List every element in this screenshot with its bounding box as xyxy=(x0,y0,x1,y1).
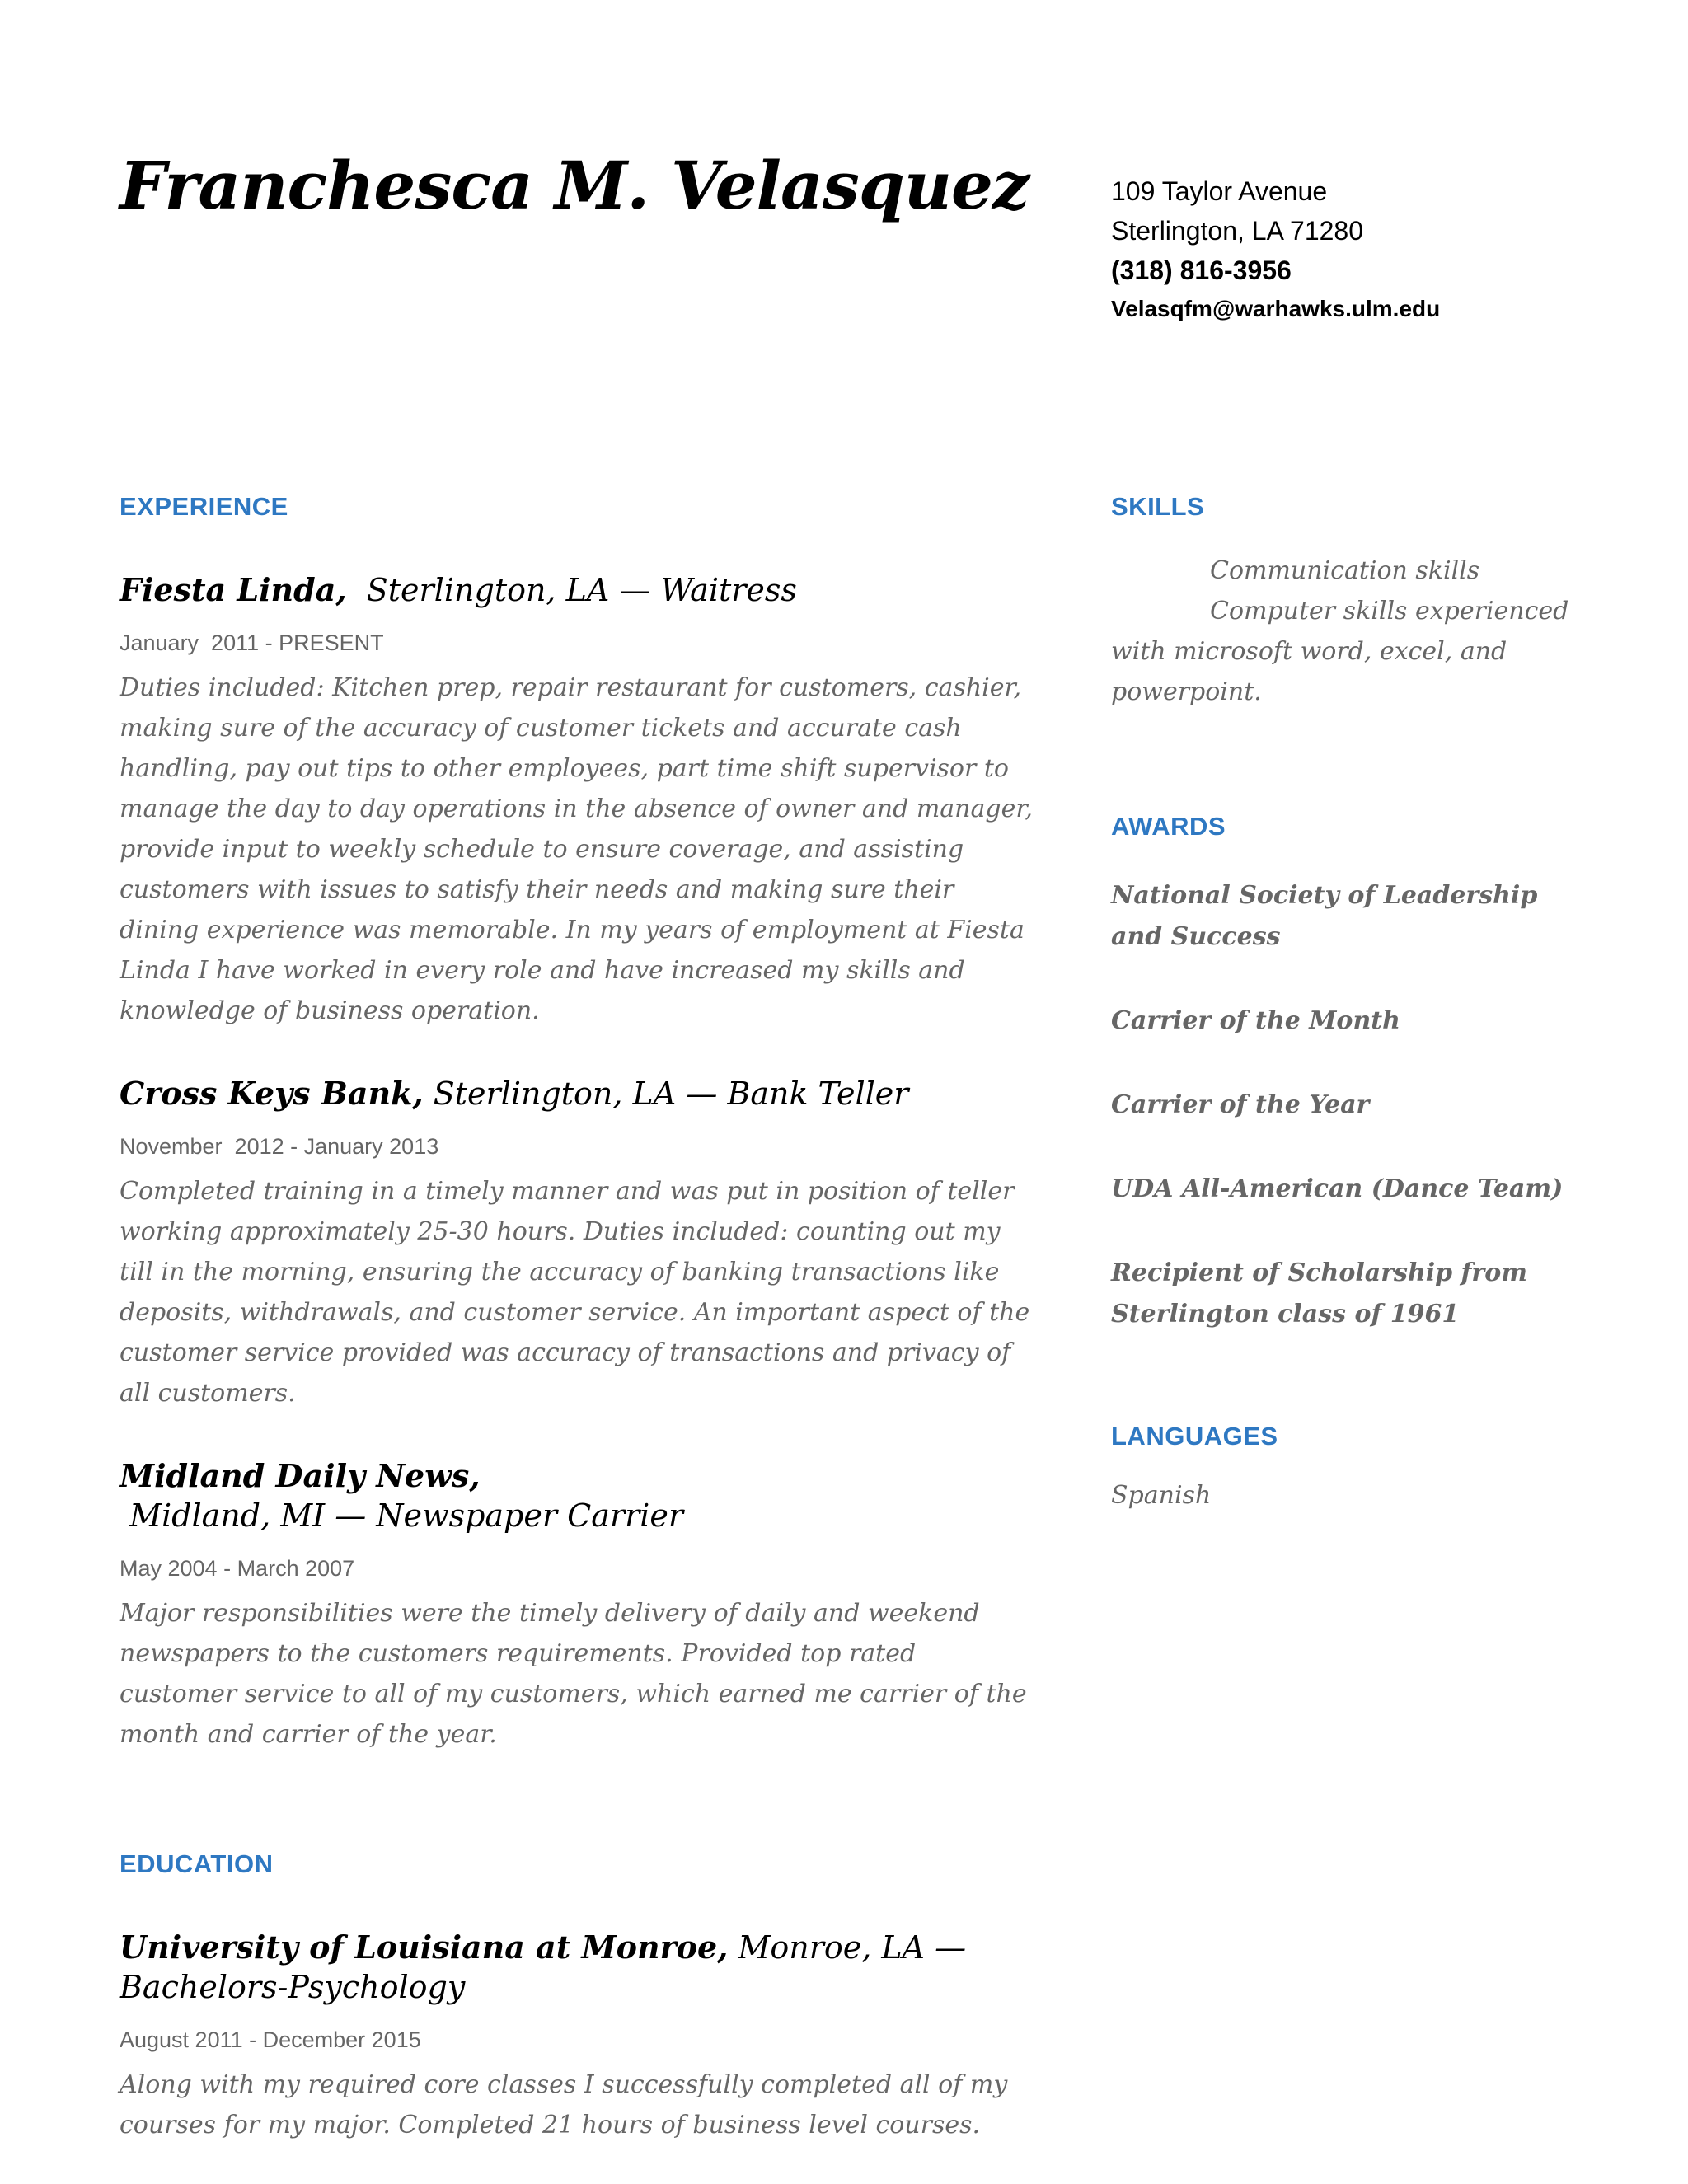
job-organization: Fiesta Linda, xyxy=(120,571,347,608)
job-location-role: Midland, MI — Newspaper Carrier xyxy=(120,1497,683,1534)
awards-list xyxy=(1111,875,1573,1335)
job-dates: November 2012 - January 2013 xyxy=(120,1134,439,1159)
address-line-2: Sterlington, LA 71280 xyxy=(1111,216,1364,246)
award-item: Carrier of the Year xyxy=(1111,1090,1370,1119)
left-column xyxy=(120,486,1034,2145)
job-organization: Cross Keys Bank, xyxy=(120,1075,424,1112)
award-item: Recipient of Scholarship from Sterlington class of 1961 xyxy=(1111,1258,1527,1329)
job-description: Completed training in a timely manner and was put in position of teller working approximately 25-30 hours. Duties included: counting out my till in the morning, ensuring the accuracy of banking transactions like deposits, withdrawals, and customer service. An important aspect of the customer service provided was accuracy of transactions and privacy of all customers. xyxy=(120,1177,1030,1408)
job-location-role: Sterlington, LA — Waitress xyxy=(346,572,797,608)
job-title xyxy=(120,1456,1034,1535)
experience-heading: EXPERIENCE xyxy=(120,492,288,521)
job-description: Major responsibilities were the timely delivery of daily and weekend newspapers to the customers requirements. Provided top rated customer service to all of my customers, which earned me carrier of the month and carrier of the year. xyxy=(120,1599,1027,1749)
education-dates: August 2011 - December 2015 xyxy=(120,2027,421,2052)
skills-list xyxy=(1111,551,1573,712)
language-item: Spanish xyxy=(1111,1481,1212,1510)
education-heading: EDUCATION xyxy=(120,1849,274,1878)
school-location-degree: Monroe, LA — Bachelors-Psychology xyxy=(120,1929,967,2005)
education-description: Along with my required core classes I successfully completed all of my courses for my major. Completed 21 hours of business level courses. xyxy=(120,2070,1008,2139)
awards-heading: AWARDS xyxy=(1111,812,1226,841)
job-dates: May 2004 - March 2007 xyxy=(120,1556,355,1581)
job-title xyxy=(120,1074,1034,1113)
skill-item: Communication skills xyxy=(1210,556,1480,585)
job-entry xyxy=(120,570,1034,1031)
email-address: Velasqfm@warhawks.ulm.edu xyxy=(1111,296,1441,321)
award-item: National Society of Leadership and Success xyxy=(1111,881,1538,951)
skill-item: Computer skills experienced xyxy=(1210,597,1569,626)
job-description: Duties included: Kitchen prep, repair restaurant for customers, cashier, making sure of the accuracy of customer tickets and accurate cash handling, pay out tips to other employees, part time shift supervisor to manage the day to day operations in the absence of owner and manager, provide input to weekly schedule to ensure coverage, and assisting customers with issues to satisfy their needs and making sure their dining experience was memorable. In my years of employment at Fiesta Linda I have worked in every role and have increased my skills and knowledge of business operation. xyxy=(120,673,1033,1025)
phone-number: (318) 816-3956 xyxy=(1111,255,1292,285)
job-entry xyxy=(120,1074,1034,1413)
school-name: University of Louisiana at Monroe, xyxy=(120,1929,729,1966)
job-location-role: Sterlington, LA — Bank Teller xyxy=(423,1076,909,1112)
job-entry xyxy=(120,1456,1034,1755)
address-line-1: 109 Taylor Avenue xyxy=(1111,176,1328,206)
award-item: UDA All-American (Dance Team) xyxy=(1111,1174,1564,1203)
contact-block xyxy=(1111,171,1440,328)
award-item: Carrier of the Month xyxy=(1111,1006,1400,1035)
skills-heading: SKILLS xyxy=(1111,492,1205,521)
job-title xyxy=(120,570,1034,610)
skill-item-continued: with microsoft word, excel, and powerpoint. xyxy=(1111,637,1507,706)
languages-heading: LANGUAGES xyxy=(1111,1422,1278,1451)
education-entry xyxy=(120,1928,1034,2145)
education-title xyxy=(120,1928,1034,2007)
right-column xyxy=(1111,486,1573,1516)
job-organization: Midland Daily News, xyxy=(120,1457,481,1494)
job-dates: January 2011 - PRESENT xyxy=(120,630,384,655)
applicant-name: Franchesca M. Velasquez xyxy=(120,147,1029,224)
